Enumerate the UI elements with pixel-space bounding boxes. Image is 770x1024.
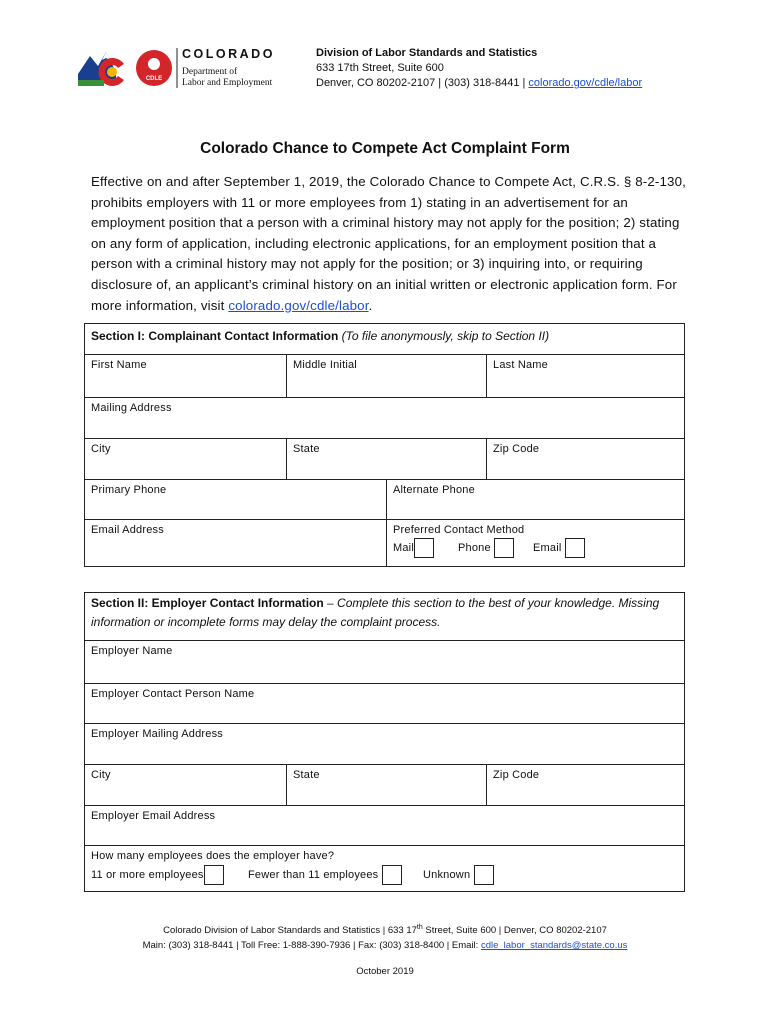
employee-count-question: How many employees does the employer have? xyxy=(91,850,335,862)
option-fewer-than-11 xyxy=(248,865,402,885)
footer-date: October 2019 xyxy=(356,966,414,977)
primary-phone-field[interactable] xyxy=(85,480,386,519)
email-option-label: Email xyxy=(533,542,562,554)
city-label: City xyxy=(91,443,111,455)
alternate-phone-label: Alternate Phone xyxy=(393,484,475,496)
section-2-table xyxy=(84,592,685,892)
logo-ground xyxy=(78,80,104,86)
logo-badge-text: CDLE xyxy=(145,76,163,82)
section-2-note: – Complete this section to the best of your knowledge. Missing information or incomplete forms may delay the complaint process. xyxy=(91,596,660,629)
alternate-phone-field[interactable] xyxy=(386,480,685,519)
employer-contact-person-label: Employer Contact Person Name xyxy=(91,688,255,700)
preferred-contact-cell xyxy=(386,520,685,567)
row-employee-count xyxy=(85,845,684,892)
first-name-field[interactable] xyxy=(85,355,286,397)
contact-option-mail xyxy=(393,538,434,558)
agency-address: 633 17th Street, Suite 600 xyxy=(316,62,444,74)
primary-phone-label: Primary Phone xyxy=(91,484,167,496)
agency-contact xyxy=(316,76,642,91)
option-fewer-than-11-label: Fewer than 11 employees xyxy=(248,869,379,881)
row-city xyxy=(85,438,684,479)
employer-state-field[interactable] xyxy=(286,765,486,805)
employer-zip-label: Zip Code xyxy=(493,769,540,781)
unknown-checkbox[interactable] xyxy=(474,865,494,885)
section-1-note: (To file anonymously, skip to Section II) xyxy=(338,329,550,343)
employer-name-label: Employer Name xyxy=(91,645,173,657)
first-name-label: First Name xyxy=(91,359,147,371)
cdle-logo xyxy=(78,44,293,92)
mail-checkbox[interactable] xyxy=(414,538,434,558)
row-name xyxy=(85,354,684,397)
last-name-label: Last Name xyxy=(493,359,548,371)
option-11-or-more xyxy=(91,865,224,885)
section-2-heading: Section II: Employer Contact Information xyxy=(91,596,324,610)
last-name-field[interactable] xyxy=(486,355,685,397)
footer-line-1-b: Street, Suite 600 | Denver, CO 80202-2107 xyxy=(422,925,607,937)
employer-city-field[interactable] xyxy=(85,765,286,805)
option-11-or-more-label: 11 or more employees xyxy=(91,869,204,881)
agency-contact-text: Denver, CO 80202-2107 | (303) 318-8441 | xyxy=(316,77,529,89)
footer xyxy=(0,920,770,953)
email-label: Email Address xyxy=(91,524,164,536)
phone-checkbox[interactable] xyxy=(494,538,514,558)
logo-sub2: Labor and Employment xyxy=(182,78,273,88)
form-title: Colorado Chance to Compete Act Complaint Form xyxy=(200,140,570,157)
agency-block xyxy=(316,46,642,91)
footer-line-2 xyxy=(0,938,770,953)
zip-label: Zip Code xyxy=(493,443,540,455)
row-employer-city xyxy=(85,764,684,805)
option-unknown-label: Unknown xyxy=(423,869,471,881)
contact-option-email xyxy=(533,538,585,558)
employer-email-field[interactable] xyxy=(85,805,684,845)
intro-paragraph xyxy=(91,172,691,316)
row-phone xyxy=(85,479,684,519)
footer-email-link[interactable]: cdle_labor_standards@state.co.us xyxy=(480,940,628,952)
logo-mountain xyxy=(78,52,116,82)
footer-line-1 xyxy=(0,920,770,938)
employer-mailing-address-field[interactable] xyxy=(85,723,684,764)
intro-end: . xyxy=(368,297,373,313)
section-1-header xyxy=(91,327,549,346)
agency-name: Division of Labor Standards and Statistics xyxy=(316,47,538,59)
email-checkbox[interactable] xyxy=(565,538,585,558)
logo-title: COLORADO xyxy=(182,47,275,61)
intro-text: Effective on and after September 1, 2019, the Colorado Chance to Compete Act, C.R.S. § 8-2-130, prohibits employers with 11 or more employees from 1) stating in an advertisement for an employment position that a person with a criminal history may not apply for the position; 2) stating on any form of application, including electronic applications, for an employment position that a person with a criminal history may not apply for the position; or 3) inquiring into, or requiring disclosure of, an applicant’s criminal history on an initial written or electronic application form. For more information, visit xyxy=(91,174,686,313)
contact-option-phone xyxy=(458,538,514,558)
section-1-table xyxy=(84,323,685,567)
employer-name-field[interactable] xyxy=(85,640,684,683)
footer-line-1-a: Colorado Division of Labor Standards and Statistics | 633 17 xyxy=(163,925,417,937)
logo-sun xyxy=(107,67,117,77)
mailing-address-label: Mailing Address xyxy=(91,402,172,414)
state-label: State xyxy=(293,443,320,455)
phone-label: Phone xyxy=(458,542,491,554)
middle-initial-label: Middle Initial xyxy=(293,359,357,371)
logo-sub1: Department of xyxy=(182,67,238,77)
employer-state-label: State xyxy=(293,769,320,781)
option-unknown xyxy=(423,865,494,885)
section-2-header xyxy=(91,594,681,632)
email-field[interactable] xyxy=(85,520,386,567)
mail-label: Mail xyxy=(393,542,414,554)
employer-email-label: Employer Email Address xyxy=(91,810,216,822)
agency-website-link[interactable]: colorado.gov/cdle/labor xyxy=(528,77,643,89)
zip-field[interactable] xyxy=(486,439,685,479)
row-email xyxy=(85,519,684,567)
employer-mailing-address-label: Employer Mailing Address xyxy=(91,728,223,740)
11-or-more-checkbox[interactable] xyxy=(204,865,224,885)
mailing-address-field[interactable] xyxy=(85,397,684,438)
middle-initial-field[interactable] xyxy=(286,355,486,397)
preferred-contact-label: Preferred Contact Method xyxy=(393,524,525,536)
intro-link[interactable]: colorado.gov/cdle/labor xyxy=(228,297,369,313)
footer-line-1-sup: th xyxy=(416,924,423,931)
footer-line-2-text: Main: (303) 318-8441 | Toll Free: 1-888-390-7936 | Fax: (303) 318-8400 | Email: xyxy=(142,940,481,952)
employer-contact-person-field[interactable] xyxy=(85,683,684,723)
fewer-than-11-checkbox[interactable] xyxy=(382,865,402,885)
city-field[interactable] xyxy=(85,439,286,479)
employer-city-label: City xyxy=(91,769,111,781)
section-1-heading: Section I: Complainant Contact Information xyxy=(91,329,339,343)
state-field[interactable] xyxy=(286,439,486,479)
employer-zip-field[interactable] xyxy=(486,765,685,805)
